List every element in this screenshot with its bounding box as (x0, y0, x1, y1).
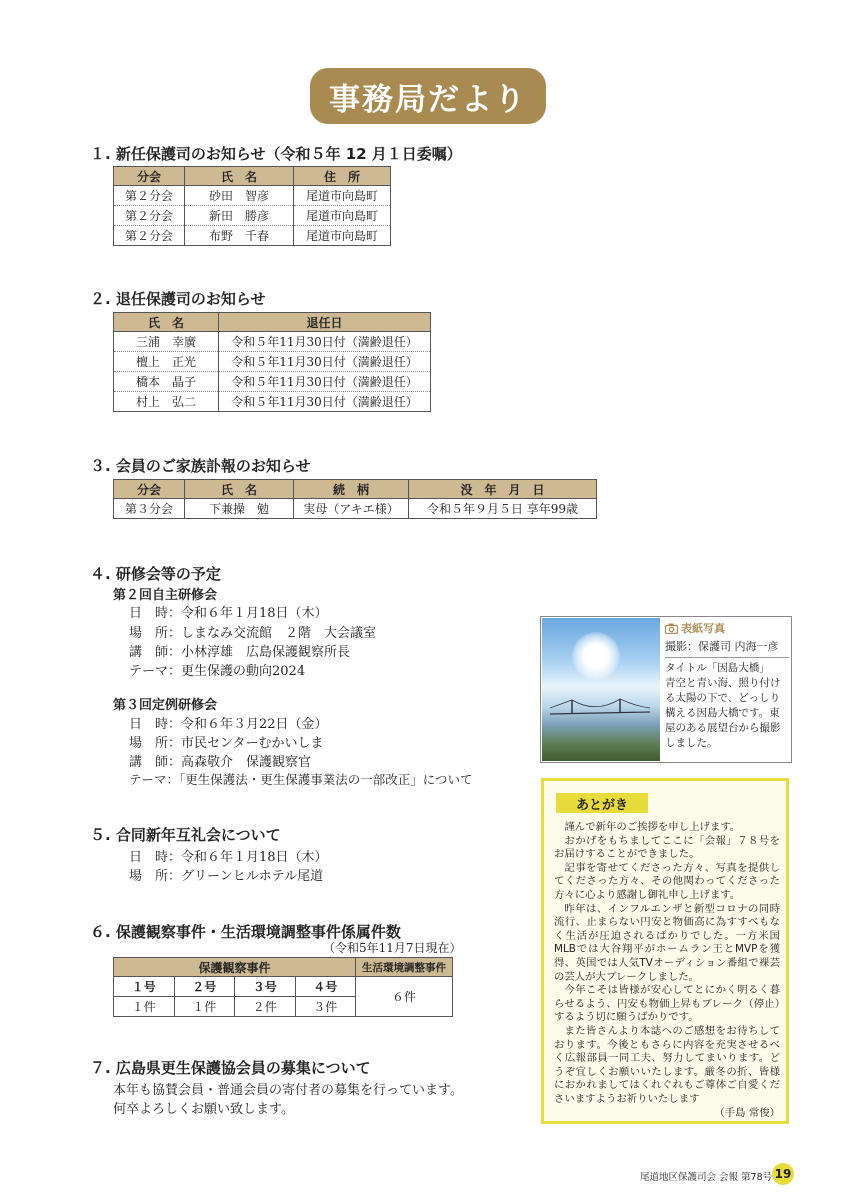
group-header: 保護観察事件 (114, 958, 356, 977)
footer-text: 尾道地区保護司会 会報 第78号 (640, 1172, 773, 1183)
section-1-heading: １. 新任保護司のお知らせ（令和５年 12 月１日委嘱） (90, 145, 462, 163)
atogaki-body (554, 821, 780, 1121)
section-6-heading: ６. 保護観察事件・生活環境調整事件係属件数 (90, 923, 401, 941)
group-header: 生活環境調整事件 (356, 958, 453, 977)
photo-description: 青空と青い海、照り付ける太陽の下で、どっしり構える因島大橋です。東屋のある展望台から撮影しました。 (665, 677, 781, 749)
cell: 第２分会 (114, 206, 185, 226)
date-note: （令和5年11月7日現在） (323, 941, 462, 955)
cell: 布野 千春 (185, 226, 294, 246)
event-2-title: 第３回定例研修会 (113, 698, 218, 713)
atogaki-paragraph: 謹んで新年のご挨拶を申し上げます。 (564, 821, 741, 833)
event-1-line: 日 時：令和６年１月18日（木） (129, 606, 328, 621)
cell: 令和５年11月30日付（満齢退任） (219, 332, 431, 352)
col-header: 没 年 月 日 (409, 480, 597, 499)
section-7-heading: ７. 広島県更生保護協会員の募集について (90, 1059, 371, 1077)
cell: 砂田 智彦 (185, 186, 294, 206)
atogaki-label: あとがき (556, 793, 648, 813)
cell: １件 (114, 997, 175, 1017)
cover-photo (542, 618, 660, 761)
section-2-heading: ２. 退任保護司のお知らせ (90, 290, 266, 308)
photo-title: タイトル「因島大橋」 (665, 662, 770, 674)
col-header: 氏 名 (185, 167, 294, 186)
event-line: 日 時：令和６年１月18日（木） (129, 850, 328, 865)
cover-label-text: 表紙写真 (681, 622, 725, 635)
col-header: 氏 名 (185, 480, 294, 499)
new-officers-table (113, 166, 391, 246)
event-1-line: 場 所：しまなみ交流館 ２階 大会議室 (129, 626, 377, 641)
col-header: 分会 (114, 480, 185, 499)
section-4-heading: ４. 研修会等の予定 (90, 565, 221, 583)
cover-caption (665, 621, 789, 751)
atogaki-paragraph: 記事を寄せてくださった方々、写真を提供してくださった方々、その他関わってくださった方々に心より感謝し御礼申し上げます。 (554, 861, 780, 901)
table-row (114, 206, 391, 226)
cell: 三浦 幸廣 (114, 332, 219, 352)
atogaki-signature: （手島 常俊） (714, 1107, 780, 1120)
body-line: 何卒よろしくお願い致します。 (113, 1102, 294, 1117)
cell: 実母（アキエ様） (294, 499, 409, 519)
case-count-table (113, 957, 453, 1017)
cell: ３件 (295, 997, 356, 1017)
event-2-line: 日 時：令和６年３月22日（金） (129, 717, 328, 732)
event-2-line: 場 所：市民センターむかいしま (129, 736, 324, 751)
cell: 尾道市向島町 (294, 206, 391, 226)
table-row (114, 392, 431, 412)
col-header: 続 柄 (294, 480, 409, 499)
camera-icon (665, 623, 678, 634)
table-row (114, 226, 391, 246)
cell: ６件 (356, 977, 453, 1017)
col-label: ２号 (174, 977, 235, 997)
event-1-line: 講 師：小林淳雄 広島保護観察所長 (129, 645, 351, 660)
sun (572, 632, 620, 680)
page-number: 19 (772, 1163, 794, 1185)
event-line: 場 所：グリーンヒルホテル尾道 (129, 869, 324, 884)
cell: 第２分会 (114, 226, 185, 246)
col-header: 住 所 (294, 167, 391, 186)
page-title: 事務局だより (310, 68, 546, 124)
cell: 村上 弘二 (114, 392, 219, 412)
col-label: ３号 (235, 977, 296, 997)
table-row (114, 352, 431, 372)
cell: 尾道市向島町 (294, 226, 391, 246)
cell: 第３分会 (114, 499, 185, 519)
cell: 下兼操 勉 (185, 499, 294, 519)
cell: 令和５年９月５日 享年99歳 (409, 499, 597, 519)
atogaki-paragraph: 昨年は、インフルエンザと新型コロナの同時流行、止まらない円安と物価高に為すすべもなく生活が圧迫されるばかりでした。一方米国MLBでは大谷翔平がホームラン王とMVPを獲得、英国では人気TVオーディション番組で裸芸の芸人が大ブレークしました。 (554, 902, 780, 983)
cell: 令和５年11月30日付（満齢退任） (219, 372, 431, 392)
condolence-table (113, 479, 597, 519)
cell: 令和５年11月30日付（満齢退任） (219, 352, 431, 372)
atogaki-paragraph: 今年こそは皆様が安心してとにかく明るく暮らせるよう、円安も物価上昇もブレーク（停止）するよう切に願うばかりです。 (554, 984, 780, 1024)
col-label: １号 (114, 977, 175, 997)
cell: 橋本 晶子 (114, 372, 219, 392)
bridge-illustration (550, 698, 650, 718)
cell: 令和５年11月30日付（満齢退任） (219, 392, 431, 412)
atogaki-box (541, 778, 789, 1124)
table-row (114, 186, 391, 206)
section-3-heading: ３. 会員のご家族訃報のお知らせ (90, 457, 311, 475)
atogaki-paragraph: また皆さんより本誌へのご感想をお待ちしております。今後ともさらに内容を充実させるべく広報部員一同工夫、努力してまいります。どうぞ宜しくお願いいたします。厳冬の折、皆様におかれましてはくれぐれもご尊体ご自愛くださいますようお祈りいたします (554, 1024, 780, 1105)
cell: 尾道市向島町 (294, 186, 391, 206)
cell: １件 (174, 997, 235, 1017)
table-row (114, 977, 453, 997)
event-1-title: 第２回自主研修会 (113, 588, 218, 603)
cell: 第２分会 (114, 186, 185, 206)
table-row (114, 332, 431, 352)
cell: ２件 (235, 997, 296, 1017)
body-line: 本年も協賛会員・普通会員の寄付者の募集を行っています。 (113, 1083, 463, 1098)
event-2-line: 講 師：高森敬介 保護観察官 (129, 755, 312, 770)
retired-officers-table (113, 312, 431, 412)
table-row (114, 499, 597, 519)
col-label: ４号 (295, 977, 356, 997)
section-5-heading: ５. 合同新年互礼会について (90, 826, 281, 844)
col-header: 氏 名 (114, 313, 219, 332)
photographer: 撮影：保護司 内海一彦 (665, 639, 789, 658)
cell: 檀上 正光 (114, 352, 219, 372)
col-header: 分会 (114, 167, 185, 186)
col-header: 退任日 (219, 313, 431, 332)
cover-label (665, 621, 789, 636)
event-1-line: テーマ：更生保護の動向2024 (129, 664, 306, 679)
cell: 新田 勝彦 (185, 206, 294, 226)
table-row (114, 372, 431, 392)
atogaki-paragraph: おかげをもちましてここに「会報」７８号をお届けすることができました。 (554, 834, 780, 861)
event-2-line: テーマ：「更生保護法・更生保護事業法の一部改正」について (129, 772, 473, 787)
cover-photo-box (540, 616, 792, 763)
